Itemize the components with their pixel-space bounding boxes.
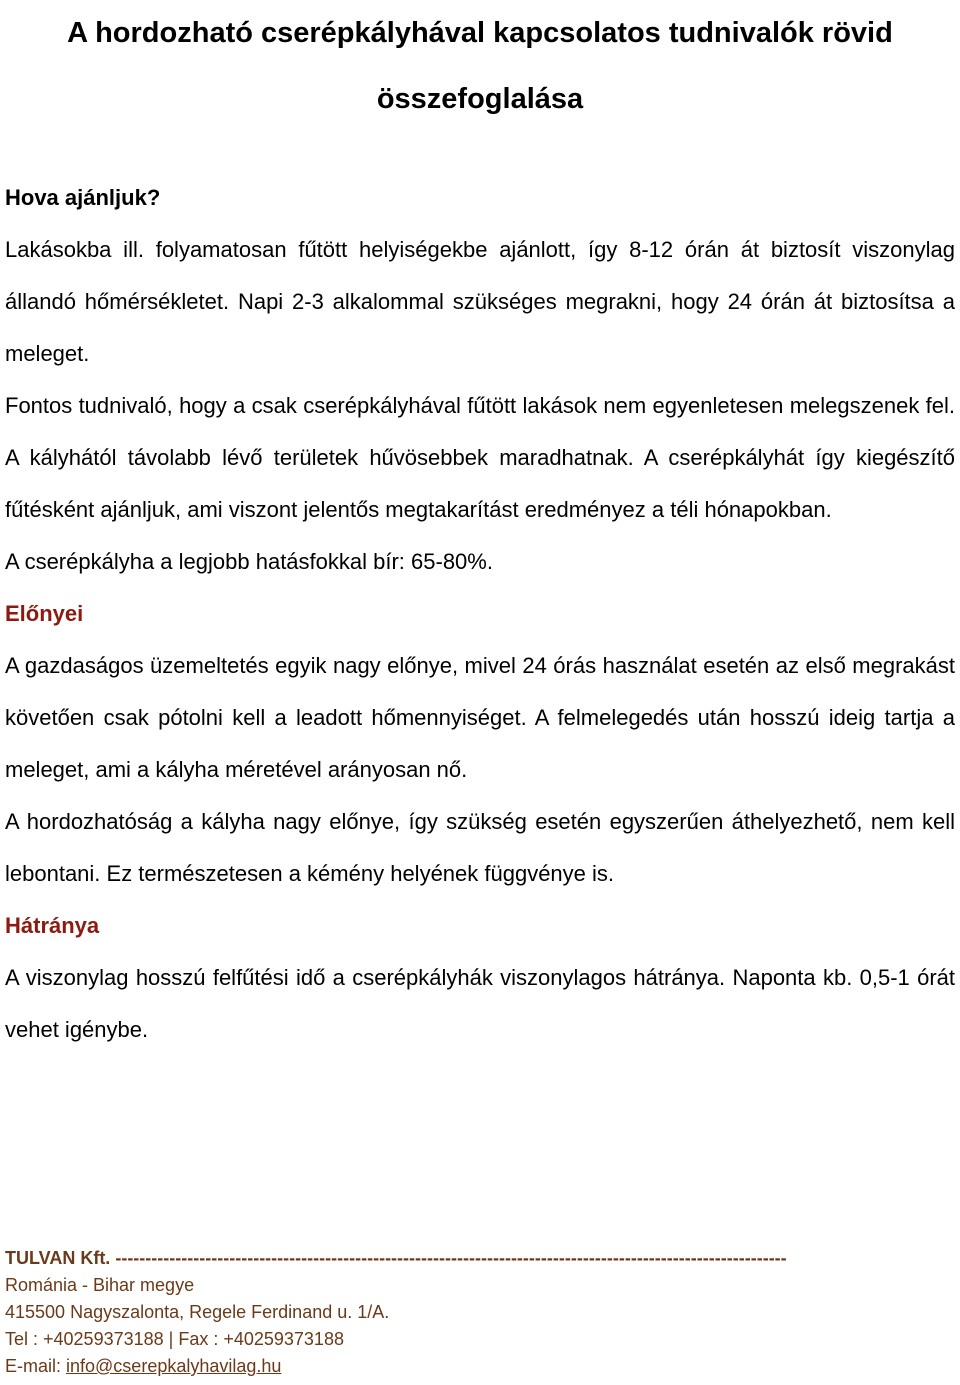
note-paragraph: Fontos tudnivaló, hogy a csak cserépkályhával fűtött lakások nem egyenletesen melegszenek fel. A kályhától távolabb lévő területek hűvösebbek maradhatnak. A cserépkályhát így kiegészítő fűtésként ajánljuk, ami viszont jelentős megtakarítást eredményez a téli hónapokban. xyxy=(5,393,955,522)
footer-divider: ---------------------------------------------------------------------------------------------------------------- xyxy=(115,1248,787,1268)
email-label: E-mail: xyxy=(5,1356,67,1376)
footer-email-line xyxy=(5,1353,955,1380)
footer-phone: Tel : +40259373188 | Fax : +40259373188 xyxy=(5,1329,344,1349)
company-name: TULVAN Kft. xyxy=(5,1248,111,1268)
question-heading: Hova ajánljuk? xyxy=(5,185,161,210)
advantages-heading: Előnyei xyxy=(5,601,84,626)
disadvantages-paragraph: A viszonylag hosszú felfűtési idő a cserépkályhák viszonylagos hátránya. Naponta kb. 0,5-1 órát vehet igénybe. xyxy=(5,965,955,1042)
email-link[interactable]: info@cserepkalyhavilag.hu xyxy=(66,1356,282,1376)
advantages-paragraph-1: A gazdaságos üzemeltetés egyik nagy előnye, mivel 24 órás használat esetén az első megrakást követően csak pótolni kell a leadott hőmennyiséget. A felmelegedés után hosszú ideig tartja a meleget, ami a kályha méretével arányosan nő. xyxy=(5,653,955,782)
disadvantages-heading: Hátránya xyxy=(5,913,100,938)
footer xyxy=(5,1245,955,1380)
footer-company-line xyxy=(5,1245,955,1272)
efficiency-paragraph: A cserépkályha a legjobb hatásfokkal bír: 65-80%. xyxy=(5,549,493,574)
footer-address: 415500 Nagyszalonta, Regele Ferdinand u. 1/A. xyxy=(5,1302,390,1322)
document-title: A hordozható cserépkályhával kapcsolatos tudnivalók rövid összefoglalása xyxy=(67,17,893,115)
footer-region: Románia - Bihar megye xyxy=(5,1275,195,1295)
advantages-paragraph-2: A hordozhatóság a kályha nagy előnye, így szükség esetén egyszerűen áthelyezhető, nem kell lebontani. Ez természetesen a kémény helyének függvénye is. xyxy=(5,809,955,886)
intro-paragraph: Lakásokba ill. folyamatosan fűtött helyiségekbe ajánlott, így 8-12 órán át biztosít viszonylag állandó hőmérsékletet. Napi 2-3 alkalommal szükséges megrakni, hogy 24 órán át biztosítsa a meleget. xyxy=(5,237,955,366)
document-page xyxy=(5,0,955,1056)
